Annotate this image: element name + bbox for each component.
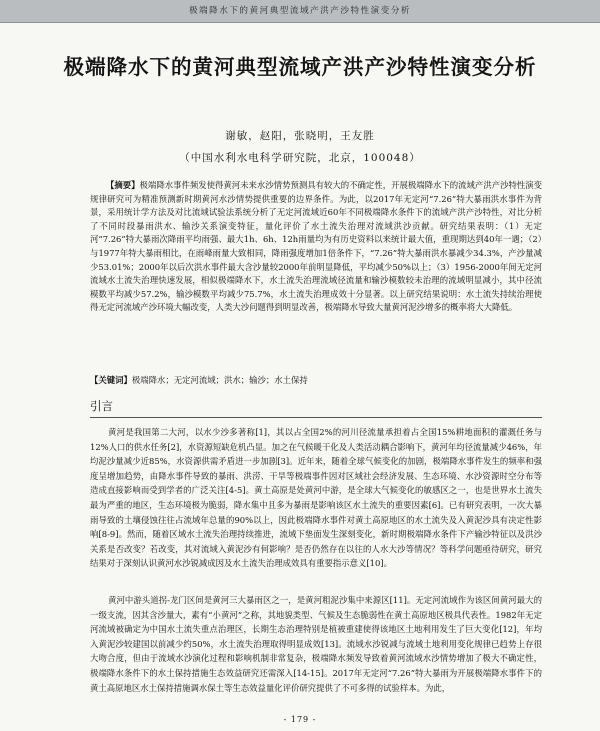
abstract-text: 极端降水事件频发使得黄河未来水沙情势预测具有较大的不确定性，开展极端降水下的流域产洪产沙特性演变规律研究可为精准预测新时期黄河水沙情势提供重要的边界条件。为此，以2017年无定河“7.26”特大暴雨洪水事件为背景，采用统计学方法及对比流域试验法系统分析了无定河流域近60年不同极端降水条件下的流域产洪产沙特性，对比分析了不同时段暴雨洪水、输沙关系演变特征，量化评价了水土流失治理对流域洪沙贡献。研究结果表明：（1）无定河“7.26”特大暴雨次降雨平均雨强、最大1h、6h、12h雨量均为有历史资料以来统计最大值，重现期达到40年一遇；（2）与1977年特大暴雨相比，在雨峰雨量大致相同，降雨强度增加1倍条件下，“7.26”特大暴雨洪水暴减少34.3%，产沙量减少53.01%；2000年以后次洪水事件最大含沙量较2000年前明显降低，平均减少50%以上；（3）1956-2000年间无定河流域水土流失治理快速发展，相似极端降水下，水土流失治理流域径流量和输沙模数较未治理的流域明显减小，其中径流模数平均减少57.2%，输沙模数平均减少75.7%，水土流失治理成效十分显著。以上研究结果说明：水土流失持续治理使得无定河流域产沙环境大幅改变，人类大沙问题得到明显改善，极端降水导致大量黄河泥沙增多的概率将大大降低。 [90, 180, 543, 313]
page-number: - 179 - [283, 715, 317, 724]
abstract [90, 179, 542, 315]
intro-paragraph-2: 黄河中游头道拐-龙门区间是黄河三大暴雨区之一，是黄河粗泥沙集中来源区[11]。无定河流域作为该区间黄河最大的一级支流，因其含沙量大，素有“小黄河”之称，其地貌类型、气候及生态脆弱性在黄土高原地区极具代表性。1982年无定河流域被确定为中国水土流失重点治理区，长期生态治理特别是植被重建使得该地区土地利用发生了巨大变化[12]，年均入黄泥沙较建国以前减少约50%，水土流失治理取得明显成效[13]。流域水沙锐减与流域土地利用变化规律已趋势上存很大吻合度，但由于流域水沙演化过程和影响机制非常复杂，极端降水频发导致着黄河流域水沙情势增加了极大不确定性，极端降水条件下的水土保持措施生态效益研究还需深入[14-15]。2017年无定河“7.26”特大暴雨为开展极端降水事件下的黄土高原地区水土保持措施调水保土等生态效益量化评价研究提供了不可多得的试验样本。为此， [90, 595, 542, 693]
keywords-text: 极端降水；无定河流域；洪水；输沙；水土保持 [131, 375, 308, 385]
intro-paragraph-1: 黄河是我国第二大河，以水少沙多著称[1]，其以占全国2%的河川径流量承担着占全国15%耕地面积的灌溉任务与12%人口的供水任务[2]，水资源短缺危机凸显。加之在气候暖干化及人类活动耦合影响下，黄河年均径流量减少46%，年均泥沙量减少近85%，水资源供需矛盾进一步加剧[3]。近年来，随着全球气候变化的加剧，极端降水事件发生的频率和强度呈增加趋势，由降水事件导致的暴雨、洪涝、干旱等极端事件因对区域社会经济发展、生态环境、水沙资源时空分布等造成直接影响而受到学者的广泛关注[4-5]。黄土高原是处黄河中游，是全球大气候变化的敏感区之一，也是世界水土流失最为严重的地区，生态环境极为脆弱，降水集中且多为暴雨是影响该区水土流失的重要因素[6]。已有研究表明，一次大暴雨导致的土壤侵蚀往往占流域年总量的90%以上，因此极端降水事件对黄土高原地区的水土流失及入黄泥沙具有决定性影响[8-9]。然而，随着区域水土流失治理持续推进，流域下垫面发生深刻变化，新时期极端降水条件下产输沙特征以及洪沙关系是否改变？若改变，其对流域入黄泥沙有何影响？是否仍然存在以往的人水大沙等情况？等科学问题亟待研究，研究结果对于深刻认识黄河水沙锐减成因及水土流失治理成效具有重要指示意义[10]。 [90, 427, 542, 569]
section-heading-introduction: 引言 [90, 399, 113, 413]
paper-title: 极端降水下的黄河典型流域产洪产沙特性演变分析 [63, 55, 537, 79]
affiliation: （中国水利水电科学研究院，北京，100048） [179, 152, 421, 164]
author-list: 谢敏，赵阳，张晓明，王友胜 [225, 130, 375, 142]
running-header: 极端降水下的黄河典型流域产洪产沙特性演变分析 [0, 0, 600, 23]
keywords-label: 【关键词】 [90, 375, 132, 385]
abstract-label: 【摘要】 [106, 180, 140, 190]
section-divider [90, 417, 542, 418]
keywords [90, 374, 542, 387]
